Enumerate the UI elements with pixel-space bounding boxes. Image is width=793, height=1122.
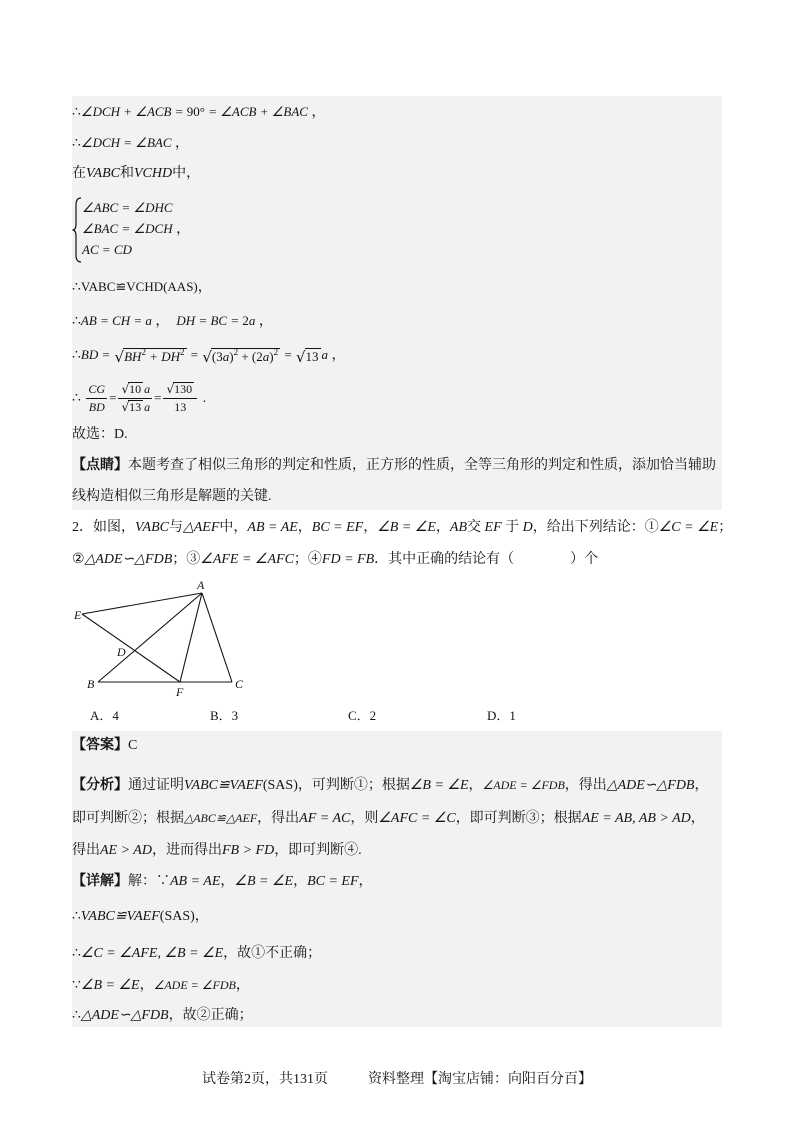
label-f: F: [176, 685, 184, 699]
radicand: [305, 348, 321, 366]
comment-line: [72, 456, 716, 476]
segment-ac: [202, 593, 232, 682]
text-run: ，: [435, 520, 450, 535]
option-a: A．4: [90, 708, 119, 723]
section-label: 【详解】: [72, 874, 128, 889]
text-run: ，: [328, 348, 346, 363]
math-expression: ∠DCH = ∠BAC: [80, 135, 172, 150]
text-run: 通过证明: [128, 778, 184, 793]
text-run: ，: [468, 778, 483, 793]
math-expression: VCHD: [133, 166, 173, 181]
text-run: C: [128, 738, 138, 753]
fraction: [163, 381, 197, 416]
text-run: ，: [220, 874, 235, 889]
text-run: ；③: [172, 552, 201, 567]
solution-line: [72, 277, 212, 297]
text-run: ，: [194, 909, 209, 924]
radicand: [128, 400, 143, 414]
text-run: ∴: [72, 1008, 81, 1023]
label-e: E: [74, 608, 82, 622]
math-expression: △ADE∽△FDB: [80, 1008, 169, 1023]
math-expression: △AEF: [182, 520, 220, 535]
left-brace-icon: [72, 197, 82, 263]
radicand: [128, 382, 143, 396]
text-run: ∴: [72, 391, 85, 406]
square-root: [121, 382, 143, 396]
solution-line: [72, 164, 200, 184]
text-run: ，得出: [564, 778, 607, 793]
math-expression: BC = EF: [311, 520, 364, 535]
text-run: 和: [119, 166, 134, 181]
text-run: ，: [297, 520, 312, 535]
math-roman: 13: [174, 400, 187, 415]
text-run: ，: [172, 222, 191, 237]
math-expression: △ABC≌△AEF: [184, 811, 258, 825]
math-expression: ∠ADE = ∠FDB: [482, 778, 565, 792]
math-expression: FB > FD: [221, 843, 275, 858]
solution-line: [72, 133, 189, 153]
text-run: ，: [197, 280, 212, 295]
radical-sign-icon: √: [121, 382, 130, 397]
label-c: C: [235, 677, 244, 691]
text-run: ．其中正确的结论有（ ）个: [374, 552, 599, 567]
section-label: 【答案】: [72, 738, 128, 753]
text-run: 线构造相似三角形是解题的关键.: [72, 489, 272, 504]
section-label: 【分析】: [72, 778, 128, 793]
label-b: B: [87, 677, 95, 691]
math-expression: △ADE∽△FDB: [84, 552, 173, 567]
numerator: [86, 381, 107, 399]
math-roman: 130: [174, 382, 193, 397]
superscript: 2: [273, 347, 279, 357]
text-run: ，: [235, 978, 250, 993]
math-expression: EF: [484, 520, 502, 535]
fraction: [86, 381, 107, 416]
text-run: ，: [363, 520, 378, 535]
text-run: ∴: [72, 105, 81, 120]
math-expression: a: [321, 347, 329, 362]
denominator: [86, 399, 107, 416]
math-roman: 2: [242, 313, 249, 328]
math-expression: a: [144, 382, 151, 397]
math-expression: DH = BC =: [176, 313, 243, 328]
math-expression: VABC≌VAEF: [80, 909, 160, 924]
text-run: ，: [171, 136, 190, 151]
square-root: [121, 400, 143, 414]
math-roman: 90°: [186, 104, 205, 119]
math-expression: BC = EF: [307, 874, 359, 889]
analysis-line: [72, 808, 705, 828]
text-run: ；: [718, 520, 733, 535]
radical-sign-icon: √: [166, 382, 175, 397]
math-roman: (3: [211, 349, 223, 364]
text-run: ∴: [72, 946, 81, 961]
text-run: 本题考查了相似三角形的判定和性质，正方形的性质，全等三角形的判定和性质，添加恰当辅助: [128, 458, 716, 473]
text-run: ，: [151, 314, 177, 329]
math-expression: a: [262, 349, 270, 364]
label-d: D: [117, 645, 126, 659]
option-c: C．2: [348, 708, 377, 723]
text-run: .: [199, 391, 207, 406]
question-line: [72, 518, 732, 538]
math-expression: AC = CD: [82, 242, 132, 257]
math-roman: 10: [129, 382, 142, 397]
segment-ea: [82, 593, 202, 614]
math-roman: 13: [305, 349, 319, 364]
text-run: 于: [501, 520, 523, 535]
square-root: [296, 348, 321, 366]
math-expression: FD = FB: [321, 552, 375, 567]
text-run: 交: [467, 520, 485, 535]
text-run: ，可判断①；根据: [297, 778, 410, 793]
text-run: ，: [255, 314, 273, 329]
superscript: 2: [233, 347, 239, 357]
detail-line: [72, 975, 250, 995]
denominator: [163, 399, 197, 416]
question-line: [72, 550, 598, 570]
text-run: ∴: [72, 314, 81, 329]
math-expression: △ADE∽△FDB: [606, 778, 695, 793]
math-expression: VABC: [86, 166, 120, 181]
text-run: ，得出: [257, 811, 300, 826]
solution-line: [72, 102, 325, 122]
math-expression: ∠C = ∠AFE, ∠B = ∠E: [80, 946, 224, 961]
math-roman: =: [154, 390, 162, 405]
text-run: ∴: [72, 348, 81, 363]
radical-sign-icon: √: [202, 348, 212, 366]
square-root: [115, 348, 187, 366]
math-expression: AB = CH = a: [80, 313, 152, 328]
text-run: ∴: [72, 136, 81, 151]
solution-line: [72, 311, 273, 331]
detail-line: [72, 944, 321, 964]
math-roman: + (2: [238, 349, 263, 364]
text-run: 故选：D.: [72, 427, 128, 442]
math-roman: VABC≌VCHD(AAS): [80, 279, 198, 294]
text-run: ，给出下列结论：①: [532, 520, 659, 535]
solution-line: [72, 378, 206, 418]
math-expression: ∠C = ∠E: [658, 520, 719, 535]
math-roman: ): [229, 349, 234, 364]
text-run: ，即可判断④.: [274, 843, 362, 858]
math-expression: AB = AE: [247, 520, 298, 535]
segment-ab: [98, 593, 202, 682]
radicand: [173, 382, 194, 396]
math-roman: 13: [129, 400, 142, 415]
option-b: B．3: [210, 708, 239, 723]
text-run: ，: [694, 778, 709, 793]
square-root: [202, 348, 280, 366]
math-roman: =: [281, 347, 295, 362]
math-roman: (SAS): [159, 909, 195, 924]
text-run: ，: [690, 811, 705, 826]
math-expression: ∠AFC = ∠C: [378, 811, 456, 826]
math-expression: AE = AB, AB > AD: [581, 811, 691, 826]
numerator: [163, 381, 197, 399]
math-expression: AE > AD: [100, 843, 152, 858]
math-expression: ∠AFE = ∠AFC: [200, 552, 294, 567]
radicand: [211, 348, 280, 366]
superscript: 2: [180, 347, 185, 357]
math-roman: =: [187, 347, 202, 362]
source-note: 资料整理【淘宝店铺：向阳百分百】: [368, 1072, 592, 1087]
answer-line: [72, 736, 137, 756]
page-number: 试卷第2页，共131页: [202, 1072, 328, 1087]
label-a: A: [197, 578, 205, 592]
option-d: D．1: [487, 708, 516, 723]
math-expression: AB = AE: [170, 874, 221, 889]
text-run: ，: [139, 978, 154, 993]
section-label: 【点睛】: [72, 458, 128, 473]
math-expression: ∠BAC = ∠DCH: [82, 221, 173, 236]
text-run: 得出: [72, 843, 100, 858]
text-run: 中，: [219, 520, 248, 535]
math-expression: + DH: [145, 349, 180, 364]
detail-line: [72, 872, 373, 892]
text-run: ，故①不正确；: [223, 946, 322, 961]
solution-line: [72, 345, 346, 365]
math-expression: ∠B = ∠E: [234, 874, 294, 889]
square-root: [166, 382, 194, 396]
math-expression: BD: [88, 400, 105, 415]
text-run: ∴: [72, 909, 81, 924]
math-expression: a: [222, 349, 230, 364]
radical-sign-icon: √: [114, 348, 125, 366]
math-roman: =: [109, 390, 117, 405]
text-run: ，进而得出: [151, 843, 222, 858]
radicand: [123, 348, 186, 366]
math-expression: VABC≌VAEF: [184, 778, 263, 793]
math-expression: a: [248, 313, 256, 328]
math-roman: (SAS): [262, 778, 298, 793]
analysis-line: [72, 841, 362, 861]
system-row: [82, 240, 132, 260]
math-expression: ∠B = ∠E: [409, 778, 469, 793]
detail-line: [72, 1006, 253, 1026]
text-run: ∴: [72, 280, 81, 295]
math-expression: D: [522, 520, 533, 535]
solution-line: [72, 425, 128, 445]
math-expression: BH: [124, 349, 142, 364]
math-expression: CG: [88, 382, 106, 397]
comment-line: [72, 487, 272, 507]
detail-line: [72, 907, 209, 927]
math-expression: AB: [449, 520, 468, 535]
text-run: ；④: [293, 552, 322, 567]
text-run: 2．如图，: [72, 520, 135, 535]
system-row: [82, 219, 190, 239]
superscript: 2: [141, 347, 146, 357]
text-run: 解：∵: [128, 874, 170, 889]
text-run: ∵: [72, 978, 81, 993]
radical-sign-icon: √: [121, 400, 130, 415]
math-expression: = ∠ACB + ∠BAC: [204, 104, 308, 119]
solution-shading: [72, 96, 722, 510]
text-run: ②: [72, 552, 85, 567]
math-expression: BD =: [80, 347, 114, 362]
geometry-figure: [60, 575, 260, 705]
text-run: ，: [307, 105, 326, 120]
text-run: ，则: [350, 811, 379, 826]
radical-sign-icon: √: [295, 348, 306, 366]
fraction: [118, 381, 152, 416]
numerator: [118, 381, 152, 399]
text-run: ，故②正确；: [168, 1008, 253, 1023]
segment-af: [180, 593, 202, 682]
text-run: 中，: [172, 166, 201, 181]
math-expression: ∠B = ∠E: [80, 978, 140, 993]
text-run: 即可判断②；根据: [72, 811, 184, 826]
denominator: [118, 399, 152, 416]
text-run: 与: [168, 520, 183, 535]
text-run: ，: [293, 874, 308, 889]
math-roman: ): [269, 349, 274, 364]
math-expression: ∠DCH + ∠ACB =: [80, 104, 187, 119]
text-run: 在: [72, 166, 86, 181]
text-run: ，即可判断③；根据: [455, 811, 582, 826]
math-expression: ∠ABC = ∠DHC: [82, 200, 173, 215]
analysis-line: [72, 775, 709, 795]
math-expression: ∠B = ∠E: [377, 520, 436, 535]
math-expression: VABC: [135, 520, 169, 535]
system-row: [82, 198, 173, 218]
text-run: ，: [358, 874, 373, 889]
math-expression: a: [144, 400, 151, 415]
math-expression: AF = AC: [299, 811, 351, 826]
math-expression: ∠ADE = ∠FDB: [153, 978, 236, 992]
